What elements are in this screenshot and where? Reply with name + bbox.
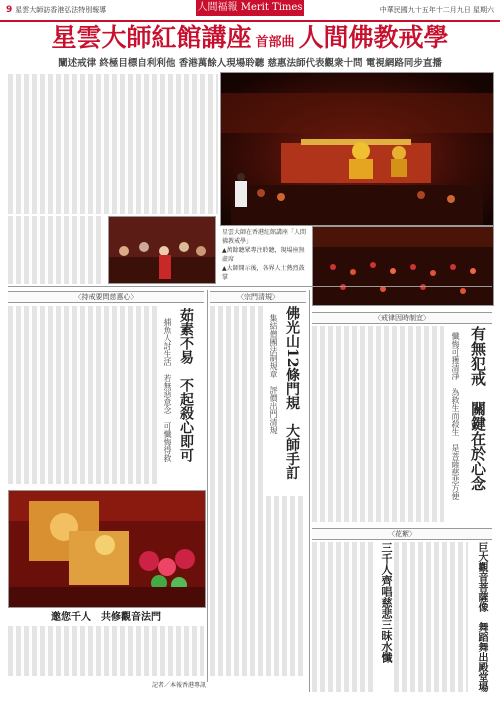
guanyin-article-text [8,626,204,676]
lead-article-text [8,74,218,214]
horizontal-rule [8,286,492,287]
section-wisdom: 〈宗門清規〉 [210,291,306,303]
masthead-logo: 人間福報 Merit Times [196,0,304,16]
caption-line-3: ▲大師開示後，各界人士熱烈鼓掌 [222,265,305,281]
bottom-byline: 記者／本報香港專訊 [151,682,206,689]
guanyin-photo-graphic [9,491,205,607]
guanyin-photo-title: 邀您千人 共修觀音法門 [51,612,161,623]
caption-line-1: 星雲大師在香港紅館講座「人間佛教戒學」 [222,229,307,245]
column-rule-1 [207,290,208,682]
heart-headline: 有無犯戒 關鍵在於心念 [469,326,487,491]
fgs-rules-subhead: 集結僧團法制規章 評價出門清規 [269,314,278,434]
header-left [6,5,106,15]
main-event-photo [220,72,494,226]
main-event-photo-graphic [221,73,493,225]
headline-middle: 首部曲 [255,35,295,50]
guanyin-photo [8,490,206,608]
crowd-photo-right [312,226,494,306]
section-persist: 〈持戒要問慈惠心〉 [8,291,204,303]
crowd-photo-right-graphic [313,227,493,305]
column-rule-2 [309,290,310,692]
issue-date: 中華民國九十五年十二月九日 星期六 [379,6,494,14]
heart-subhead: 懺悔可獲清淨 為救生而殺生 是菩薩慈悲方便 [451,332,460,500]
page-number: 9 [6,5,13,15]
flower-article-text-left [312,542,374,692]
page-header [0,0,500,22]
flower-subhead: 巨大觀音菩薩像 舞蹈舞出殿堂場 [476,542,487,692]
fgs-rules-headline: 佛光山12條門規 大師手訂 [284,306,300,480]
caption-line-2: ▲萬餘聽眾專注聆聽，現場座無虛席 [222,247,305,263]
main-headline [0,22,500,54]
crowd-photo-left-graphic [109,217,215,283]
vegetarian-subhead: 捕魚人討生活 若無惡意念 可懺悔得救 [163,318,172,462]
lead-article-continued [8,216,104,284]
headline-subhead: 闡述戒律 終極目標自利利他 香港萬餘人現場聆聽 慈惠法師代表觀衆十問 電視網路同步直播 [58,58,442,69]
flower-article-text-right [394,542,468,692]
crowd-photo-left [108,216,216,284]
section-precepts-time: 〈戒律因時制宜〉 [312,312,492,324]
vegetarian-headline: 茹素不易 不起殺心即可 [178,308,194,462]
fgs-article-text-bottom [266,496,306,676]
section-label: 星雲大師訪香港弘法特別報導 [15,6,107,14]
section-flower: 〈花絮〉 [312,528,492,540]
flower-headline: 三千人齊唱慈悲三昧水懺 [380,542,393,663]
vegetarian-article-text [8,306,158,484]
heart-article-text [312,326,444,522]
fgs-article-text-left [210,306,264,676]
main-photo-caption [222,228,308,281]
headline-topic: 人間佛教戒學 [298,23,449,52]
headline-main: 星雲大師紅館講座 [51,23,252,52]
